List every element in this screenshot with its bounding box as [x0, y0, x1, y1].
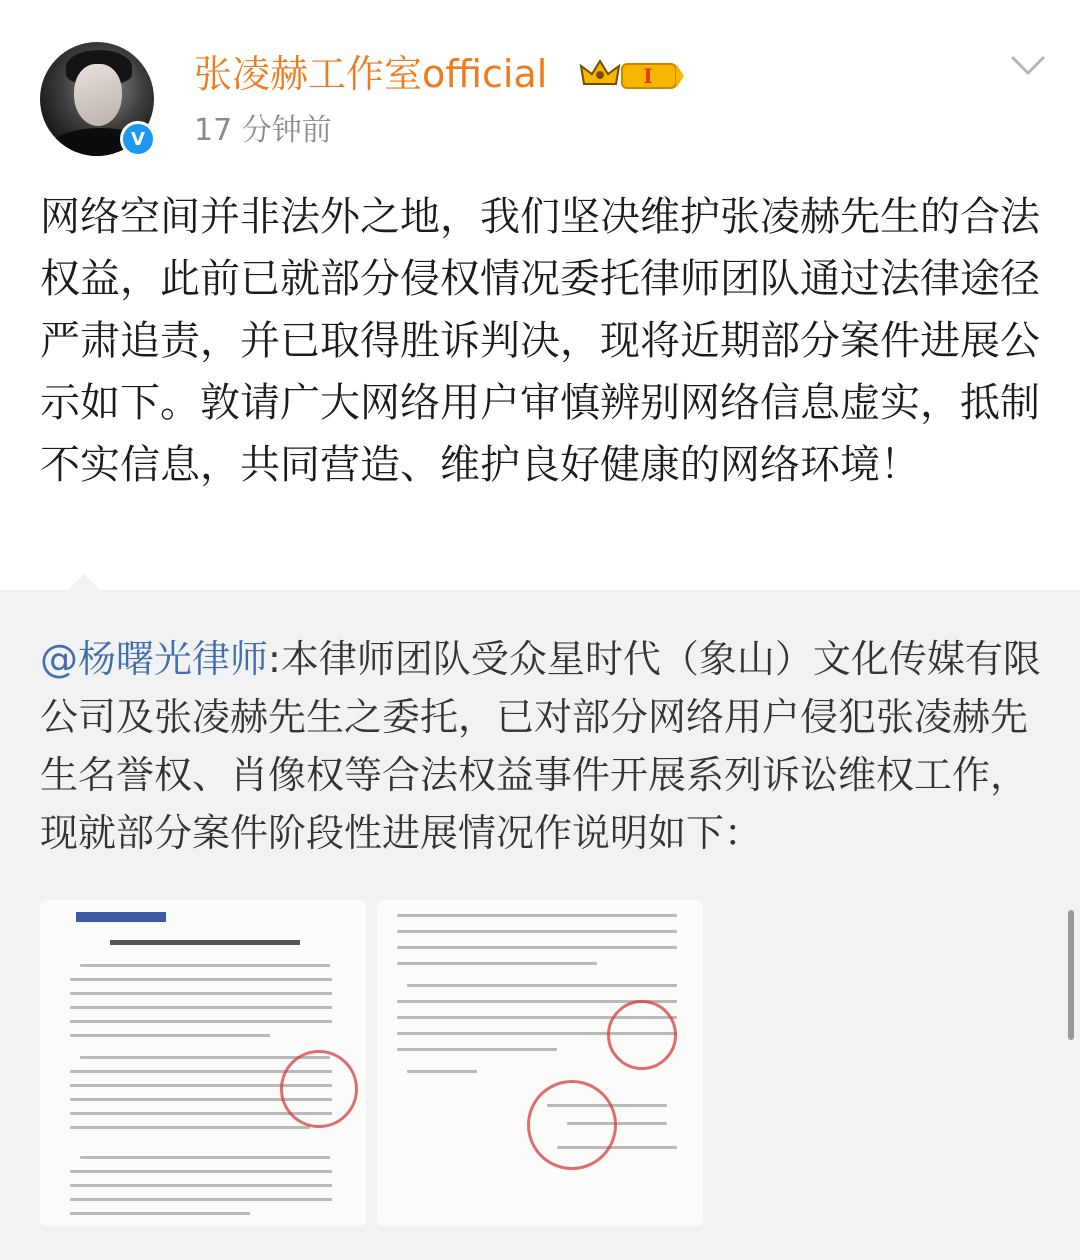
- doc-line: [70, 978, 332, 981]
- doc-line: [70, 1198, 332, 1201]
- username[interactable]: 张凌赫工作室official: [194, 52, 548, 96]
- repost-body: :本律师团队受众星时代（象山）文化传媒有限公司及张凌赫先生之委托，已对部分网络用户侵犯张凌赫先生名誉权、肖像权等合法权益事件开展系列诉讼维权工作，现就部分案件阶段性进展情况作说明如下：: [40, 637, 1041, 855]
- doc-line: [397, 930, 677, 933]
- crown-badge-icon[interactable]: [578, 58, 686, 92]
- chevron-down-icon[interactable]: [1010, 54, 1046, 78]
- doc-line: [70, 992, 332, 995]
- scrollbar[interactable]: [1068, 910, 1074, 1040]
- post-content: 网络空间并非法外之地，我们坚决维护张凌赫先生的合法权益，此前已就部分侵权情况委托律师团队通过法律途径严肃追责，并已取得胜诉判决，现将近期部分案件进展公示如下。敦请广大网络用户审慎辨别网络信息虚实，抵制不实信息，共同营造、维护良好健康的网络环境！: [40, 194, 1040, 488]
- post-timestamp: 17 分钟前: [194, 113, 332, 148]
- red-seal-stamp: [280, 1050, 358, 1128]
- doc-line: [80, 1156, 330, 1159]
- doc-line: [397, 962, 597, 965]
- doc-line: [407, 1070, 477, 1073]
- doc-line: [397, 914, 677, 917]
- verified-badge-icon: V: [120, 121, 156, 157]
- doc-line: [70, 1034, 270, 1037]
- doc-line: [70, 1184, 332, 1187]
- repost-notch: [66, 574, 102, 592]
- avatar-face: [74, 64, 122, 126]
- crown-badge-text: I: [643, 64, 653, 88]
- document-heading: [110, 940, 300, 945]
- doc-line: [80, 964, 330, 967]
- doc-line: [70, 1126, 310, 1129]
- doc-line: [397, 946, 677, 949]
- doc-line: [70, 1020, 332, 1023]
- document-image-1[interactable]: [40, 900, 366, 1226]
- red-seal-stamp: [607, 1000, 677, 1070]
- doc-line: [70, 1170, 332, 1173]
- law-firm-logo: [76, 912, 166, 922]
- doc-line: [397, 1048, 557, 1051]
- doc-line: [70, 1006, 332, 1009]
- doc-line: [407, 984, 677, 987]
- doc-line: [70, 1212, 250, 1215]
- red-seal-stamp: [527, 1080, 617, 1170]
- document-image-2[interactable]: [377, 900, 703, 1226]
- repost-text: [40, 630, 1050, 862]
- mention-link[interactable]: @杨曙光律师: [40, 637, 269, 681]
